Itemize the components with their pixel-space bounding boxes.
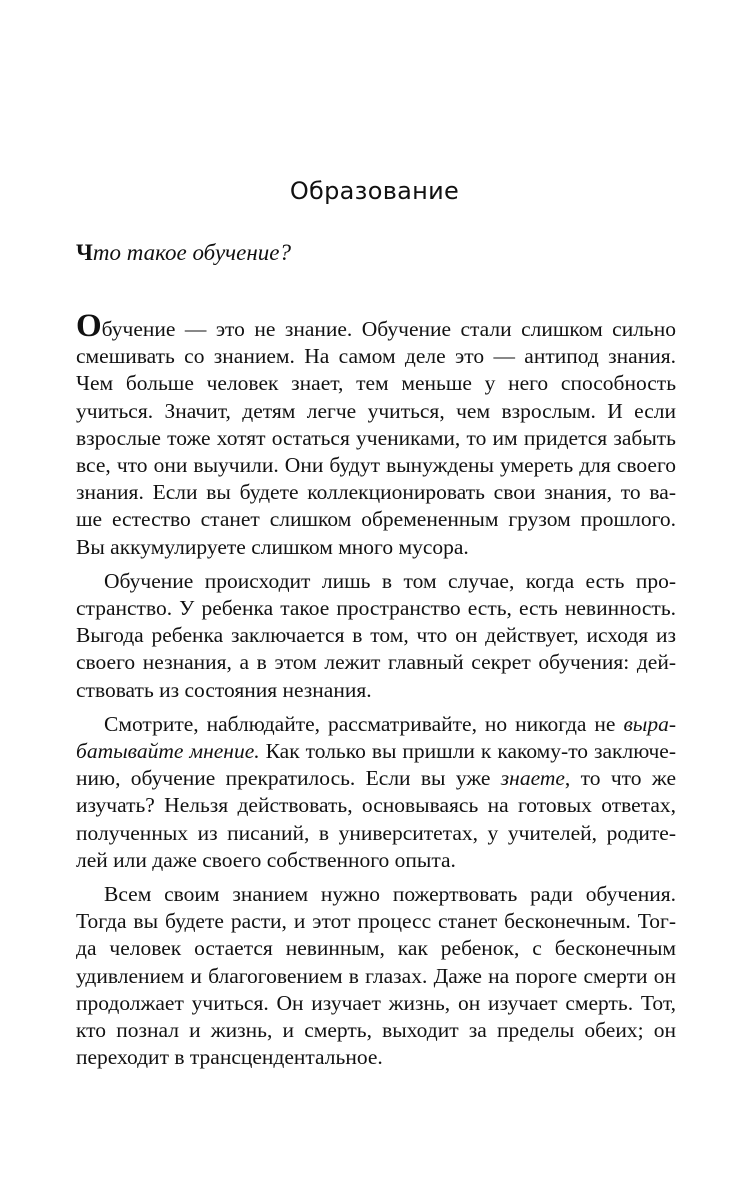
paragraph-line-text: нию, обучение прекратилось. Если вы уже bbox=[76, 766, 501, 791]
section-heading-first-letter: Ч bbox=[76, 240, 93, 265]
section-heading-text: то такое обучение? bbox=[92, 240, 291, 265]
paragraph-line: Всем своим знанием нужно пожертвовать ради обучения. bbox=[104, 882, 676, 907]
paragraph-line bbox=[76, 738, 676, 765]
paragraph-line bbox=[76, 308, 676, 344]
emphasis-text: знаете bbox=[500, 766, 565, 791]
paragraph-line: полученных из писаний, в университетах, у учителей, родите- bbox=[76, 820, 676, 845]
drop-cap-letter: О bbox=[76, 308, 102, 344]
paragraph-line: лей или даже своего собственного опыта. bbox=[76, 847, 456, 872]
paragraph-line-text: Как только вы пришли к какому-то заключе- bbox=[259, 739, 676, 764]
paragraph-line: ше естество станет слишком обремененным грузом прошлого. bbox=[76, 507, 676, 532]
paragraph-line: Чем больше человек знает, тем меньше у него способность bbox=[76, 371, 676, 396]
paragraph-line bbox=[76, 765, 676, 792]
paragraph-1 bbox=[76, 308, 676, 561]
paragraph-line: изучать? Нельзя действовать, основываясь на готовых ответах, bbox=[76, 793, 676, 818]
paragraph-2 bbox=[76, 568, 676, 704]
paragraph-line: Тогда вы будете расти, и этот процесс станет бесконечным. Тог- bbox=[76, 909, 676, 934]
paragraph-line: все, что они выучили. Они будут вынуждены умереть для своего bbox=[76, 453, 676, 478]
emphasis-text: батывайте мнение. bbox=[76, 739, 260, 764]
paragraph-line: Вы аккумулируете слишком много мусора. bbox=[76, 534, 469, 559]
chapter-title: Образование bbox=[289, 177, 460, 205]
paragraph-line: удивлением и благоговением в глазах. Даже на пороге смерти он bbox=[76, 963, 676, 988]
paragraph-line: взрослые тоже хотят остаться учениками, то им придется забыть bbox=[76, 425, 676, 450]
paragraph-line: ствовать из состояния незнания. bbox=[76, 677, 372, 702]
body-text bbox=[76, 308, 676, 1078]
paragraph-line: учиться. Значит, детям легче учиться, чем взрослым. И если bbox=[76, 398, 676, 423]
emphasis-text: выра- bbox=[623, 711, 676, 736]
paragraph-line: странство. У ребенка такое пространство есть, есть невинность. bbox=[76, 596, 676, 621]
paragraph-4 bbox=[76, 881, 676, 1071]
paragraph-3 bbox=[76, 711, 676, 874]
paragraph-line: знания. Если вы будете коллекционировать свои знания, то ва- bbox=[76, 480, 676, 505]
paragraph-line bbox=[76, 711, 676, 738]
paragraph-line: да человек остается невинным, как ребенок, с бесконечным bbox=[76, 936, 676, 961]
section-heading bbox=[76, 238, 291, 268]
paragraph-line: своего незнания, а в этом лежит главный секрет обучения: дей- bbox=[76, 650, 676, 675]
paragraph-line: Выгода ребенка заключается в том, что он действует, исходя из bbox=[76, 623, 676, 648]
paragraph-line: продолжает учиться. Он изучает жизнь, он изучает смерть. Тот, bbox=[76, 990, 676, 1015]
paragraph-line-text: бучение — это не знание. Обучение стали слишком сильно bbox=[101, 317, 676, 341]
paragraph-line: Обучение происходит лишь в том случае, когда есть про- bbox=[104, 568, 676, 593]
paragraph-line: кто познал и жизнь, и смерть, выходит за пределы обеих; он bbox=[76, 1018, 676, 1043]
paragraph-line: смешивать со знанием. На самом деле это — антипод знания. bbox=[76, 344, 676, 369]
paragraph-line-text: Смотрите, наблюдайте, рассматривайте, но никогда не bbox=[104, 711, 624, 736]
paragraph-line: переходит в трансцендентальное. bbox=[76, 1045, 383, 1070]
paragraph-line-text: , то что же bbox=[564, 766, 676, 791]
